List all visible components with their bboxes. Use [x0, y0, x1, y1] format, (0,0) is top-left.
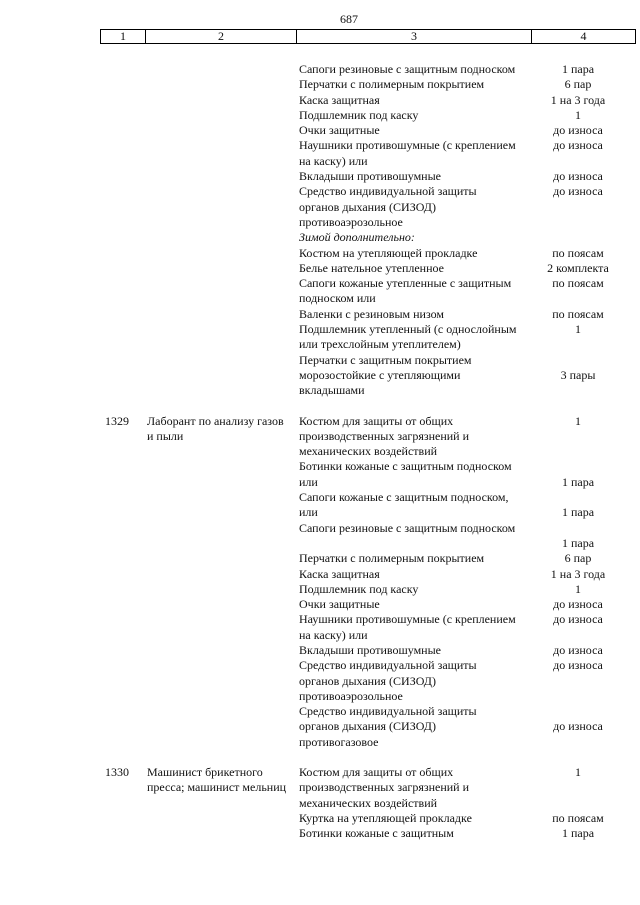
item-norm: по поясам: [552, 306, 604, 321]
item-name: Средство индивидуальной защиты органов дыхания (СИЗОД) противогазовое: [299, 704, 477, 749]
table-row: [0, 77, 640, 92]
item-norm: 1 пара: [561, 535, 595, 550]
item-name: Перчатки с полимерным покрытием: [299, 77, 485, 92]
table-row: [0, 643, 640, 658]
header-col-1: 1: [101, 30, 146, 43]
item-norm: 1: [575, 413, 581, 428]
table-row: [0, 108, 640, 123]
item-name: Средство индивидуальной защиты органов дыхания (СИЗОД) противоаэрозольное: [299, 658, 477, 703]
item-name: Костюм на утепляющей прокладке: [299, 245, 478, 260]
table-row: [0, 490, 640, 521]
item-name: Белье нательное утепленное: [299, 260, 444, 275]
table-row: [0, 230, 640, 245]
table-row: [0, 123, 640, 138]
item-name: Очки защитные: [299, 597, 380, 612]
table-row: [0, 612, 640, 643]
table-row: [0, 826, 640, 841]
profession-name: Машинист брикетного пресса; машинист мельниц: [147, 765, 287, 795]
item-norm: до износа: [553, 642, 603, 657]
item-norm: 1 пара: [561, 474, 595, 489]
table-row: [0, 184, 640, 230]
table-row: [0, 704, 640, 750]
item-norm: 6 пар: [564, 77, 592, 92]
item-norm: до износа: [553, 123, 603, 138]
item-norm: по поясам: [552, 245, 604, 260]
item-name: Вкладыши противошумные: [299, 642, 441, 657]
item-norm: 1: [575, 765, 581, 780]
item-name: Средство индивидуальной защиты органов дыхания (СИЗОД) противоаэрозольное: [299, 184, 477, 229]
table-row: [0, 261, 640, 276]
item-norm: до износа: [553, 719, 603, 734]
table-body: [0, 62, 640, 842]
table-row: [0, 567, 640, 582]
table-row: [0, 246, 640, 261]
item-name: Ботинки кожаные с защитным подноском или: [299, 459, 512, 489]
item-norm: [517, 230, 639, 245]
item-name: Сапоги кожаные с защитным подноском, или: [299, 490, 509, 520]
profession-name: Лаборант по анализу газов и пыли: [147, 413, 284, 443]
item-norm: 3 пары: [560, 367, 596, 382]
table-row: [0, 521, 640, 552]
item-norm: 1: [575, 581, 581, 596]
item-name: Каска защитная: [299, 566, 380, 581]
item-name: Наушники противошумные (с креплением на каску) или: [299, 138, 516, 168]
table-row: [0, 597, 640, 612]
table-group: [0, 62, 640, 399]
table-group: [0, 414, 640, 751]
item-norm: до износа: [553, 658, 603, 673]
item-norm: 1 на 3 года: [550, 566, 606, 581]
item-norm: до износа: [553, 138, 603, 153]
item-name: Подшлемник утепленный (с однослойным или трехслойным утеплителем): [299, 322, 517, 352]
header-col-3: 3: [297, 30, 532, 43]
table-row: [0, 93, 640, 108]
item-norm: 1 на 3 года: [550, 92, 606, 107]
header-col-2: 2: [146, 30, 297, 43]
item-name: Подшлемник под каску: [299, 581, 419, 596]
item-name: Сапоги резиновые с защитным подноском: [299, 520, 516, 535]
table-row: [0, 414, 640, 460]
table-row: [0, 459, 640, 490]
item-norm: до износа: [553, 597, 603, 612]
table-row: [0, 551, 640, 566]
page-number: 687: [340, 12, 358, 26]
item-norm: до износа: [553, 612, 603, 627]
item-name: Зимой дополнительно:: [299, 230, 415, 245]
table-row: [0, 169, 640, 184]
item-norm: 1 пара: [561, 505, 595, 520]
header-col-4: 4: [580, 29, 587, 43]
table-row: [0, 765, 640, 811]
item-name: Перчатки с полимерным покрытием: [299, 551, 485, 566]
item-name: Наушники противошумные (с креплением на каску) или: [299, 612, 516, 642]
item-norm: по поясам: [552, 810, 604, 825]
table-row: [0, 276, 640, 307]
item-name: Сапоги резиновые с защитным подноском: [299, 62, 516, 76]
table-row: [0, 322, 640, 353]
item-norm: до износа: [553, 184, 603, 199]
item-name: Куртка на утепляющей прокладке: [299, 810, 472, 825]
item-norm: по поясам: [552, 276, 604, 291]
item-name: Вкладыши противошумные: [299, 169, 441, 184]
item-norm: до износа: [553, 169, 603, 184]
item-norm: 1: [575, 322, 581, 337]
item-name: Сапоги кожаные утепленные с защитным подноском или: [299, 276, 512, 306]
item-name: Подшлемник под каску: [299, 107, 419, 122]
item-name: Каска защитная: [299, 92, 380, 107]
table-row: [0, 138, 640, 169]
row-number: 1330: [105, 765, 129, 780]
item-name: Валенки с резиновым низом: [299, 306, 445, 321]
item-name: Перчатки с защитным покрытием морозостойкие с утепляющими вкладышами: [299, 352, 472, 398]
table-row: [0, 353, 640, 399]
table-header: [100, 29, 636, 44]
table-row: [0, 307, 640, 322]
item-norm: 6 пар: [564, 551, 592, 566]
row-number: 1329: [105, 413, 129, 428]
item-norm: 1 пара: [561, 62, 595, 76]
table-row: [0, 658, 640, 704]
item-name: Очки защитные: [299, 123, 380, 138]
item-name: Костюм для защиты от общих производственных загрязнений и механических воздействий: [299, 413, 470, 459]
item-norm: 1: [575, 107, 581, 122]
table-row: [0, 582, 640, 597]
item-norm: 1 пара: [561, 826, 595, 841]
table-group: [0, 765, 640, 841]
table-row: [0, 811, 640, 826]
item-norm: 2 комплекта: [547, 260, 609, 275]
item-name: Ботинки кожаные с защитным: [299, 826, 454, 841]
item-name: Костюм для защиты от общих производственных загрязнений и механических воздействий: [299, 765, 470, 810]
table-row: [0, 62, 640, 77]
